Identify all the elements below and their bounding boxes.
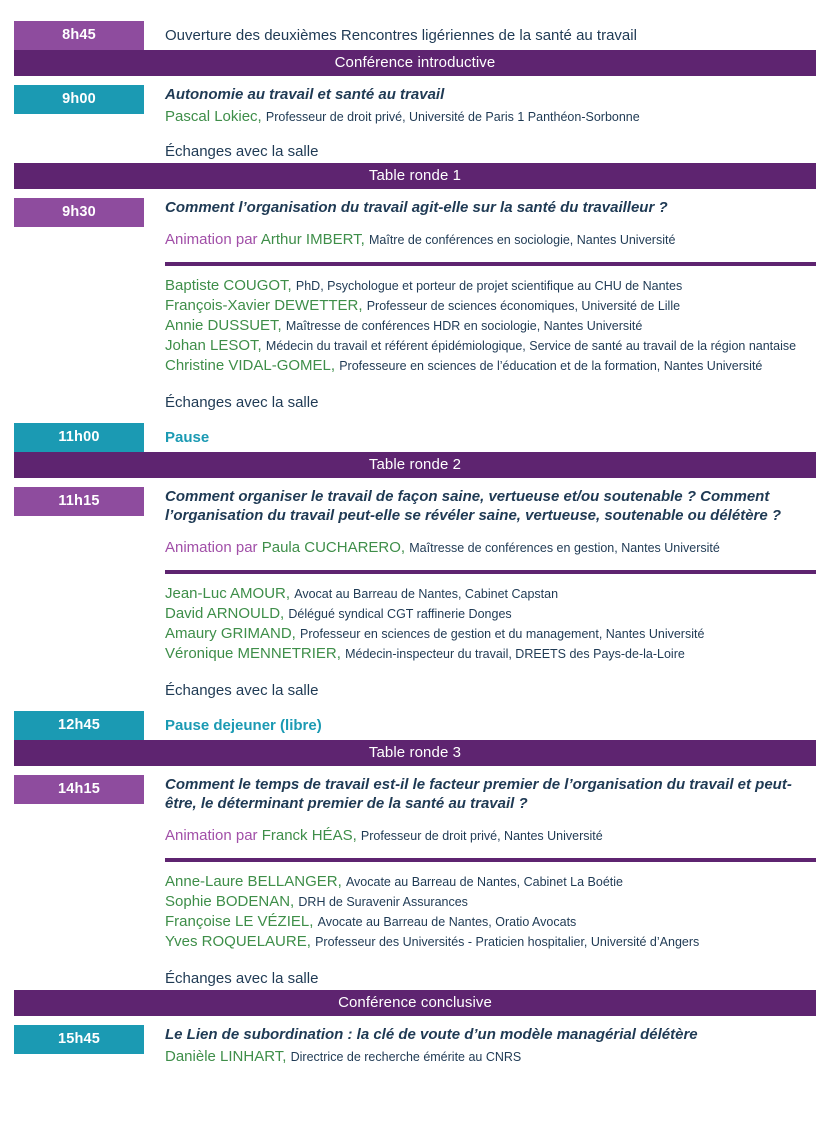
section-banner: Table ronde 3	[14, 740, 816, 766]
time-column	[14, 198, 144, 227]
moderation-line	[165, 229, 816, 251]
section-divider	[165, 858, 816, 862]
speaker-entry	[165, 932, 816, 952]
speaker-entry	[165, 276, 816, 296]
speaker-role: Avocat au Barreau de Nantes, Cabinet Capstan	[294, 587, 559, 601]
section-banner: Conférence introductive	[14, 50, 816, 76]
speaker-entry	[165, 296, 816, 316]
echanges-label: Échanges avec la salle	[165, 143, 319, 160]
speaker-role: Professeur de droit privé, Université de Paris 1 Panthéon-Sorbonne	[265, 110, 640, 124]
speaker-entry	[165, 624, 816, 644]
moderation-lead: Animation par	[165, 231, 261, 248]
moderator-name: Paula CUCHARERO,	[261, 539, 406, 556]
speaker-entry	[165, 912, 816, 932]
speaker-entry	[165, 1047, 816, 1067]
schedule-row	[0, 711, 832, 740]
speaker-list	[165, 107, 816, 127]
speaker-name: Danièle LINHART,	[165, 1048, 287, 1065]
moderator-role: Maître de conférences en sociologie, Nantes Université	[368, 233, 676, 247]
speaker-entry	[165, 336, 816, 356]
moderation-line	[165, 825, 816, 847]
schedule-row	[0, 21, 832, 50]
schedule-row	[0, 423, 832, 452]
speaker-role: Avocate au Barreau de Nantes, Oratio Avocats	[317, 915, 577, 929]
speaker-entry	[165, 644, 816, 664]
row-content	[144, 21, 816, 50]
speaker-name: François-Xavier DEWETTER,	[165, 297, 363, 314]
time-badge[interactable]: 15h45	[14, 1025, 144, 1054]
speaker-role: Directrice de recherche émérite au CNRS	[290, 1050, 522, 1064]
talk-title: Comment l’organisation du travail agit-elle sur la santé du travailleur ?	[165, 199, 668, 216]
row-content	[144, 1025, 816, 1067]
speaker-role: Professeur en sciences de gestion et du management, Nantes Université	[300, 627, 705, 641]
time-badge[interactable]: 8h45	[14, 21, 144, 50]
speaker-entry	[165, 892, 816, 912]
time-column	[14, 21, 144, 50]
moderation-lead: Animation par	[165, 539, 262, 556]
speaker-entry	[165, 872, 816, 892]
section-banner: Table ronde 1	[14, 163, 816, 189]
speaker-role: Délégué syndical CGT raffinerie Donges	[288, 607, 512, 621]
speaker-name: Sophie BODENAN,	[165, 893, 295, 910]
speaker-entry	[165, 316, 816, 336]
section-divider	[165, 262, 816, 266]
moderation-line	[165, 537, 816, 559]
speaker-name: David ARNOULD,	[165, 605, 285, 622]
speaker-list	[165, 1047, 816, 1067]
speaker-role: DRH de Suravenir Assurances	[298, 895, 468, 909]
time-column	[14, 85, 144, 114]
speaker-name: Pascal Lokiec,	[165, 108, 262, 125]
time-column	[14, 487, 144, 516]
moderation-lead: Animation par	[165, 827, 262, 844]
section-banner: Conférence conclusive	[14, 990, 816, 1016]
speaker-list	[165, 872, 816, 952]
speaker-name: Baptiste COUGOT,	[165, 277, 292, 294]
talk-title: Autonomie au travail et santé au travail	[165, 86, 445, 103]
echanges-label: Échanges avec la salle	[165, 970, 319, 987]
time-badge[interactable]: 11h15	[14, 487, 144, 516]
speaker-name: Amaury GRIMAND,	[165, 625, 296, 642]
speaker-name: Yves ROQUELAURE,	[165, 933, 311, 950]
section-divider	[165, 570, 816, 574]
speaker-name: Annie DUSSUET,	[165, 317, 282, 334]
moderator-name: Arthur IMBERT,	[260, 231, 365, 248]
speaker-role: PhD, Psychologue et porteur de projet scientifique au CHU de Nantes	[295, 279, 683, 293]
speaker-role: Médecin du travail et référent épidémiologique, Service de santé au travail de la région nantaise	[265, 339, 797, 353]
time-badge[interactable]: 14h15	[14, 775, 144, 804]
speaker-name: Anne-Laure BELLANGER,	[165, 873, 342, 890]
speaker-entry	[165, 584, 816, 604]
speaker-role: Avocate au Barreau de Nantes, Cabinet La Boétie	[345, 875, 623, 889]
speaker-entry	[165, 107, 816, 127]
schedule-row	[0, 1025, 832, 1067]
section-banner: Table ronde 2	[14, 452, 816, 478]
speaker-role: Professeure en sciences de l’éducation et de la formation, Nantes Université	[339, 359, 763, 373]
talk-title: Comment organiser le travail de façon saine, vertueuse et/ou soutenable ? Comment l’organisation du travail peut-elle se révéler saine, vertueuse, soutenable ou délétère ?	[165, 488, 782, 524]
speaker-role: Professeur des Universités - Praticien hospitalier, Université d’Angers	[315, 935, 700, 949]
row-content	[144, 775, 816, 990]
row-content	[144, 711, 816, 740]
time-badge[interactable]: 12h45	[14, 711, 144, 740]
echanges-label: Échanges avec la salle	[165, 394, 319, 411]
time-badge[interactable]: 11h00	[14, 423, 144, 452]
moderator-role: Maîtresse de conférences en gestion, Nantes Université	[409, 541, 720, 555]
speaker-list	[165, 584, 816, 664]
speaker-role: Professeur de sciences économiques, Université de Lille	[366, 299, 681, 313]
time-column	[14, 711, 144, 740]
time-column	[14, 423, 144, 452]
row-content	[144, 487, 816, 702]
schedule-row	[0, 487, 832, 702]
speaker-name: Christine VIDAL-GOMEL,	[165, 357, 336, 374]
speaker-name: Johan LESOT,	[165, 337, 262, 354]
time-badge[interactable]: 9h00	[14, 85, 144, 114]
session-label: Ouverture des deuxièmes Rencontres ligériennes de la santé au travail	[165, 27, 637, 44]
moderator-name: Franck HÉAS,	[261, 827, 357, 844]
pause-label: Pause	[165, 429, 210, 446]
speaker-name: Françoise LE VÉZIEL,	[165, 913, 314, 930]
speaker-name: Véronique MENNETRIER,	[165, 645, 341, 662]
talk-title: Comment le temps de travail est-il le facteur premier de l’organisation du travail et peut-être, le déterminant premier de la santé au travail ?	[165, 776, 792, 812]
row-content	[144, 198, 816, 414]
speaker-entry	[165, 356, 816, 376]
row-content	[144, 423, 816, 452]
time-badge[interactable]: 9h30	[14, 198, 144, 227]
schedule-row	[0, 198, 832, 414]
time-column	[14, 1025, 144, 1054]
speaker-entry	[165, 604, 816, 624]
talk-title: Le Lien de subordination : la clé de voute d’un modèle managérial délétère	[165, 1026, 698, 1043]
schedule-row	[0, 775, 832, 990]
echanges-label: Échanges avec la salle	[165, 682, 319, 699]
row-content	[144, 85, 816, 163]
moderator-role: Professeur de droit privé, Nantes Université	[360, 829, 603, 843]
time-column	[14, 775, 144, 804]
speaker-list	[165, 276, 816, 376]
speaker-role: Maîtresse de conférences HDR en sociologie, Nantes Université	[285, 319, 643, 333]
speaker-name: Jean-Luc AMOUR,	[165, 585, 291, 602]
pause-label: Pause dejeuner (libre)	[165, 717, 322, 734]
speaker-role: Médecin-inspecteur du travail, DREETS des Pays-de-la-Loire	[345, 647, 685, 661]
schedule-row	[0, 85, 832, 163]
